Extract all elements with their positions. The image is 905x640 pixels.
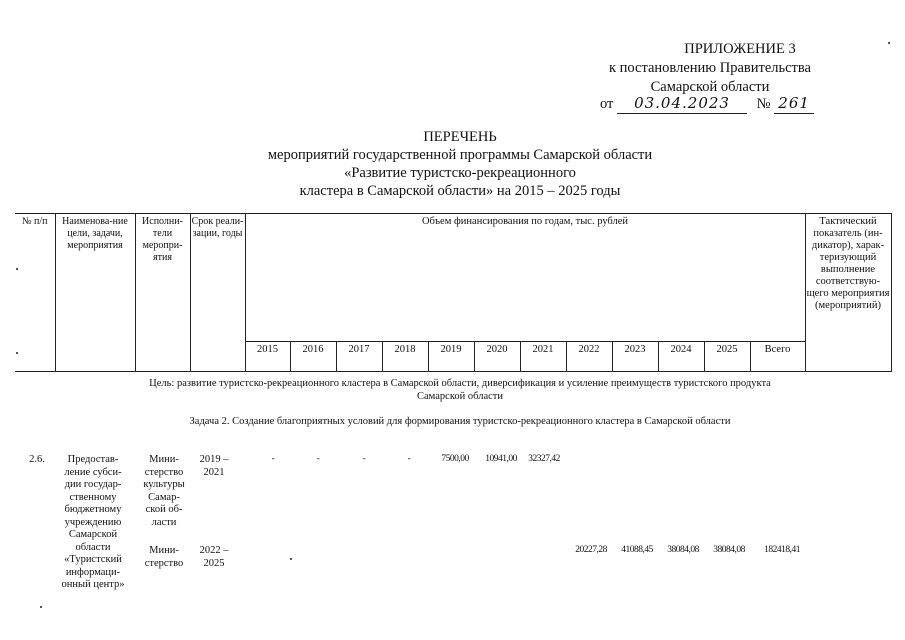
year-2024: 2024 [658,342,704,372]
row-number: 2.6. [29,454,45,465]
col-indicator-header: Тактический показатель (ин-дикатор), харак-теризующий выполнение соответствую-щего мероприятия (мероприятий) [805,214,891,372]
scan-speck [290,558,292,560]
year-2016: 2016 [290,342,336,372]
document-title [150,128,770,200]
col-executor-header: Исполни-тели меропри-ятия [135,214,190,372]
year-2025: 2025 [704,342,750,372]
value-2024: 38084,08 [667,545,699,555]
year-2015: 2015 [245,342,290,372]
scan-speck [888,42,890,44]
title-line4: кластера в Самарской области» на 2015 – 2025 годы [299,183,621,199]
title-line3: «Развитие туристско-рекреационного [344,165,576,181]
goal-line1: Цель: развитие туристско-рекреационного кластера в Самарской области, диверсификация и усиление преимуществ туристского продукта [149,378,771,389]
col-funding-header: Объем финансирования по годам, тыс. рублей [245,214,805,342]
appendix-line1: к постановлению Правительства [609,60,811,76]
scan-speck [40,606,42,608]
row-name: Предостав-ление субси-дии государ-ственному бюджетному учреждению Самарской области «Туристский информаци-онный центр» [61,454,125,590]
value-2020: 10941,00 [485,454,517,464]
value-2018: - [407,454,411,464]
year-2018: 2018 [382,342,428,372]
year-2020: 2020 [474,342,520,372]
date-number-line [600,94,860,114]
value-2016: - [316,454,320,464]
row-executor-1: Мини-стерство культуры Самар-ской об-ласти [143,454,185,528]
value-2015: - [271,454,275,464]
year-2023: 2023 [612,342,658,372]
col-name-header: Наименова-ние цели, задачи, мероприятия [55,214,135,372]
value-2023: 41088,45 [621,545,653,555]
goal-line2: Самарской области [417,391,503,402]
goal-text [90,377,830,403]
task-text: Задача 2. Создание благоприятных условий для формирования туристско-рекреационного кластера в Самарской области [189,416,731,427]
year-2017: 2017 [336,342,382,372]
scan-speck [16,352,18,354]
appendix-title: ПРИЛОЖЕНИЕ 3 [684,41,796,57]
decree-number: 261 [774,94,814,114]
title-line2: мероприятий государственной программы Самарской области [267,147,653,163]
col-term-header: Срок реали-зации, годы [190,214,245,372]
value-2021: 32327,42 [528,454,560,464]
value-2019: 7500,00 [441,454,469,464]
value-2017: - [362,454,366,464]
year-total: Всего [750,342,805,372]
appendix-line2: Самарской области [650,79,770,95]
funding-table-header [15,213,892,372]
from-label: от [600,96,614,112]
value-total: 182418,41 [764,545,800,555]
value-2025: 38084,08 [713,545,745,555]
year-2021: 2021 [520,342,566,372]
row-executor-2: Мини-стерство [144,545,184,569]
year-2022: 2022 [566,342,612,372]
appendix-block [560,40,860,97]
number-label: № [756,96,771,112]
title-line1: ПЕРЕЧЕНЬ [423,129,497,145]
decree-date: 03.04.2023 [617,94,747,114]
year-2019: 2019 [428,342,474,372]
value-2022: 20227,28 [575,545,607,555]
scan-speck [16,268,18,270]
col-number-header: № п/п [15,214,55,372]
row-term-2: 2022 – 2025 [199,545,229,569]
row-term-1: 2019 – 2021 [199,454,229,478]
